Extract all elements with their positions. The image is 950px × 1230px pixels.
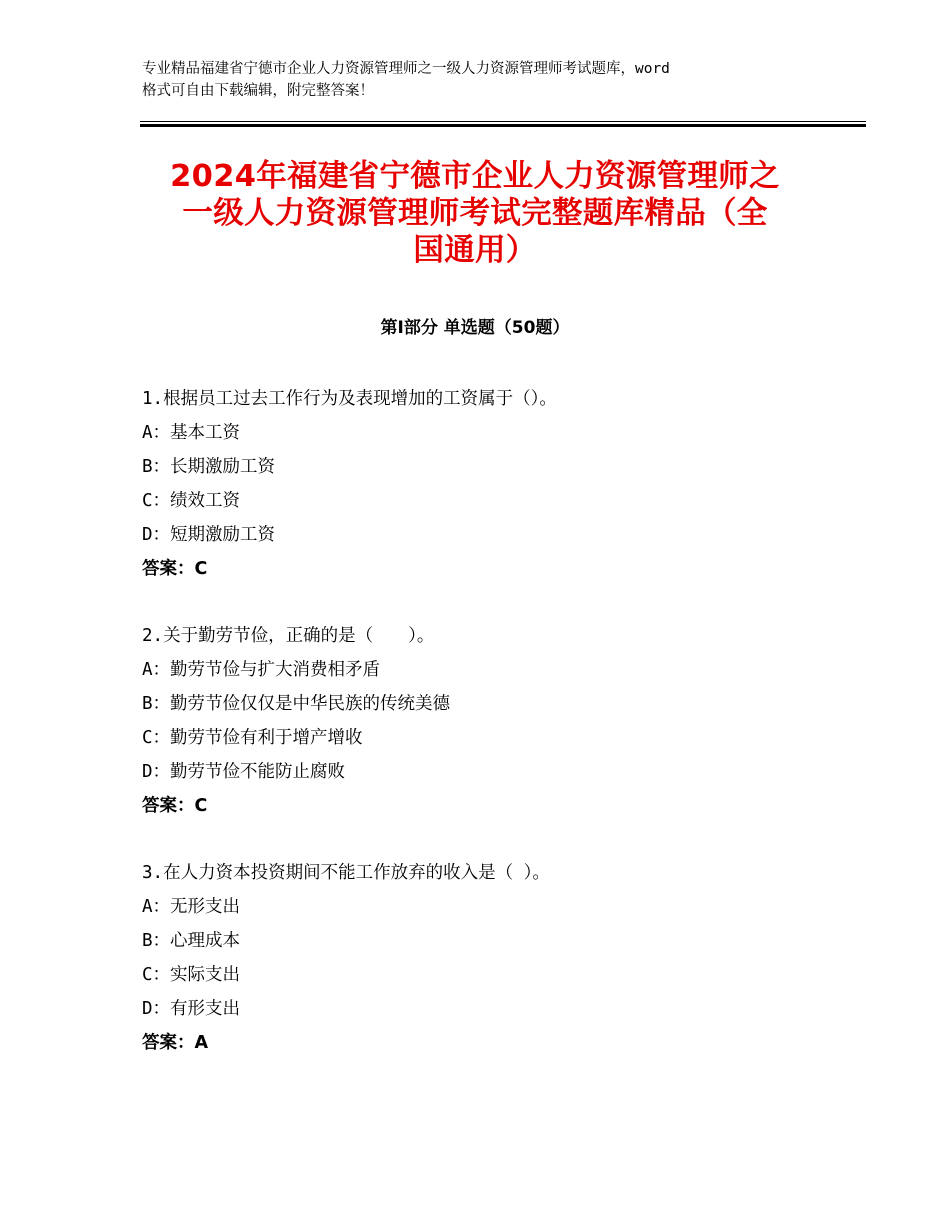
document-title-line-2: 一级人力资源管理师考试完整题库精品（全	[182, 196, 768, 231]
question-1	[142, 382, 842, 586]
question-2	[142, 619, 842, 823]
option-d: D：勤劳节俭不能防止腐败	[142, 762, 346, 782]
question-stem: 3.在人力资本投资期间不能工作放弃的收入是（ ）。	[142, 863, 550, 883]
header-rule-bottom	[140, 124, 866, 127]
question-stem: 1.根据员工过去工作行为及表现增加的工资属于（）。	[142, 389, 557, 409]
document-title-line-3: 国通用）	[413, 233, 537, 268]
section-heading: 第Ⅰ部分 单选题（50题）	[380, 318, 570, 338]
document-title-line-1: 2024年福建省宁德市企业人力资源管理师之	[170, 159, 780, 194]
option-b: B：心理成本	[142, 931, 241, 951]
option-a: A：无形支出	[142, 897, 241, 917]
question-list	[142, 382, 842, 1093]
option-c: C：实际支出	[142, 965, 241, 985]
document-title	[130, 158, 820, 269]
header-note	[142, 58, 832, 102]
header-note-line-2: 格式可自由下载编辑，附完整答案！	[142, 83, 374, 99]
option-d: D：有形支出	[142, 999, 241, 1019]
answer: 答案：A	[142, 1033, 209, 1053]
option-c: C：绩效工资	[142, 491, 241, 511]
header-note-line-1: 专业精品福建省宁德市企业人力资源管理师之一级人力资源管理师考试题库，word	[142, 61, 670, 77]
option-a: A：基本工资	[142, 423, 241, 443]
header-rule-top	[140, 121, 866, 122]
answer: 答案：C	[142, 796, 208, 816]
option-d: D：短期激励工资	[142, 525, 276, 545]
question-stem: 2.关于勤劳节俭，正确的是（ ）。	[142, 626, 435, 646]
option-b: B：长期激励工资	[142, 457, 276, 477]
answer: 答案：C	[142, 559, 208, 579]
option-c: C：勤劳节俭有利于增产增收	[142, 728, 363, 748]
option-b: B：勤劳节俭仅仅是中华民族的传统美德	[142, 694, 451, 714]
option-a: A：勤劳节俭与扩大消费相矛盾	[142, 660, 381, 680]
question-3	[142, 856, 842, 1060]
